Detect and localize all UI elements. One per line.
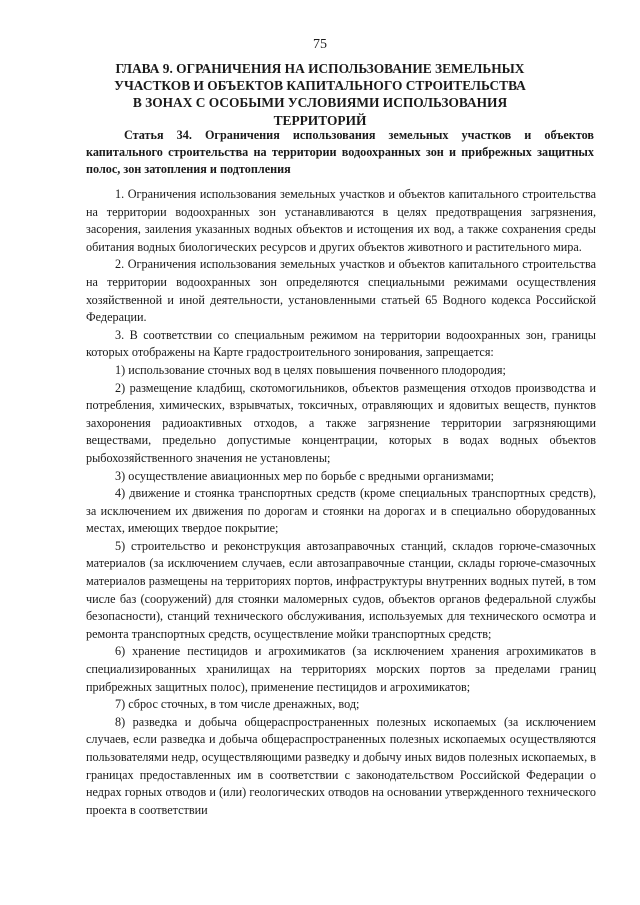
body-text xyxy=(86,186,596,819)
list-item: 2) размещение кладбищ, скотомогильников, объектов размещения отходов производства и потребления, химических, взрывчатых, токсичных, отравляющих и ядовитых веществ, пунктов захоронения радиоактивных отходов, а также загрязнение территории загрязняющими веществами, предельно допустимые концентрации, которых в водах водных объектов рыбохозяйственного значения не установлены; xyxy=(86,380,596,465)
article-title: Статья 34. Ограничения использования земельных участков и объектов капитального строительства на территории водоохранных зон и прибрежных защитных полос, зон затопления и подтопления xyxy=(86,128,594,177)
list-item: 4) движение и стоянка транспортных средств (кроме специальных транспортных средств), за исключением их движения по дорогам и стоянки на дорогах и в специально оборудованных местах, имеющих твердое покрытие; xyxy=(86,486,596,536)
paragraph: 2. Ограничения использования земельных участков и объектов капитального строительства на территории водоохранных зон определяются специальными режимами осуществления хозяйственной и иной деятельности, установленными статьей 65 Водного кодекса Российской Федерации. xyxy=(86,257,596,325)
list-item: 7) сброс сточных, в том числе дренажных, вод; xyxy=(115,697,360,712)
page-number: 75 xyxy=(313,37,327,52)
paragraph: 1. Ограничения использования земельных участков и объектов капитального строительства на территории водоохранных зон устанавливаются в целях предотвращения загрязнения, засорения, заиления указанных водных объектов и истощения их вод, а также сохранения среды обитания водных биологических ресурсов и других объектов животного и растительного мира. xyxy=(86,187,596,254)
paragraph: 3. В соответствии со специальным режимом на территории водоохранных зон, границы которых отображены на Карте градостроительного зонирования, запрещается: xyxy=(86,327,596,360)
list-item: 3) осуществление авиационных мер по борьбе с вредными организмами; xyxy=(115,468,495,483)
list-item: 1) использование сточных вод в целях повышения почвенного плодородия; xyxy=(115,362,506,377)
chapter-title: ГЛАВА 9. ОГРАНИЧЕНИЯ НА ИСПОЛЬЗОВАНИЕ ЗЕМЕЛЬНЫХ УЧАСТКОВ И ОБЪЕКТОВ КАПИТАЛЬНОГО СТРОИТЕЛЬСТВА В ЗОНАХ С ОСОБЫМИ УСЛОВИЯМИ ИСПОЛЬЗОВАНИЯ ТЕРРИТОРИЙ xyxy=(114,61,526,128)
list-item: 6) хранение пестицидов и агрохимикатов (за исключением хранения агрохимикатов в специализированных хранилищах на территориях морских портов за пределами границ прибрежных защитных полос), применение пестицидов и агрохимикатов; xyxy=(86,644,596,694)
list-item: 8) разведка и добыча общераспространенных полезных ископаемых (за исключением случаев, если разведка и добыча общераспространенных полезных ископаемых осуществляются пользователями недр, осуществляющими разведку и добычу иных видов полезных ископаемых, в границах предоставленных им в соответствии с законодательством Российской Федерации о недрах горных отводов и (или) геологических отводов на основании утвержденного технического проекта в соответствии xyxy=(86,714,596,817)
list-item: 5) строительство и реконструкция автозаправочных станций, складов горюче-смазочных материалов (за исключением случаев, если автозаправочные станции, склады горюче-смазочных материалов размещены на территориях портов, инфраструктуры внутренних водных путей, в том числе баз (сооружений) для стоянки маломерных судов, объектов органов федеральной службы безопасности), станций технического обслуживания, используемых для технического осмотра и ремонта транспортных средств, осуществление мойки транспортных средств; xyxy=(86,538,596,641)
